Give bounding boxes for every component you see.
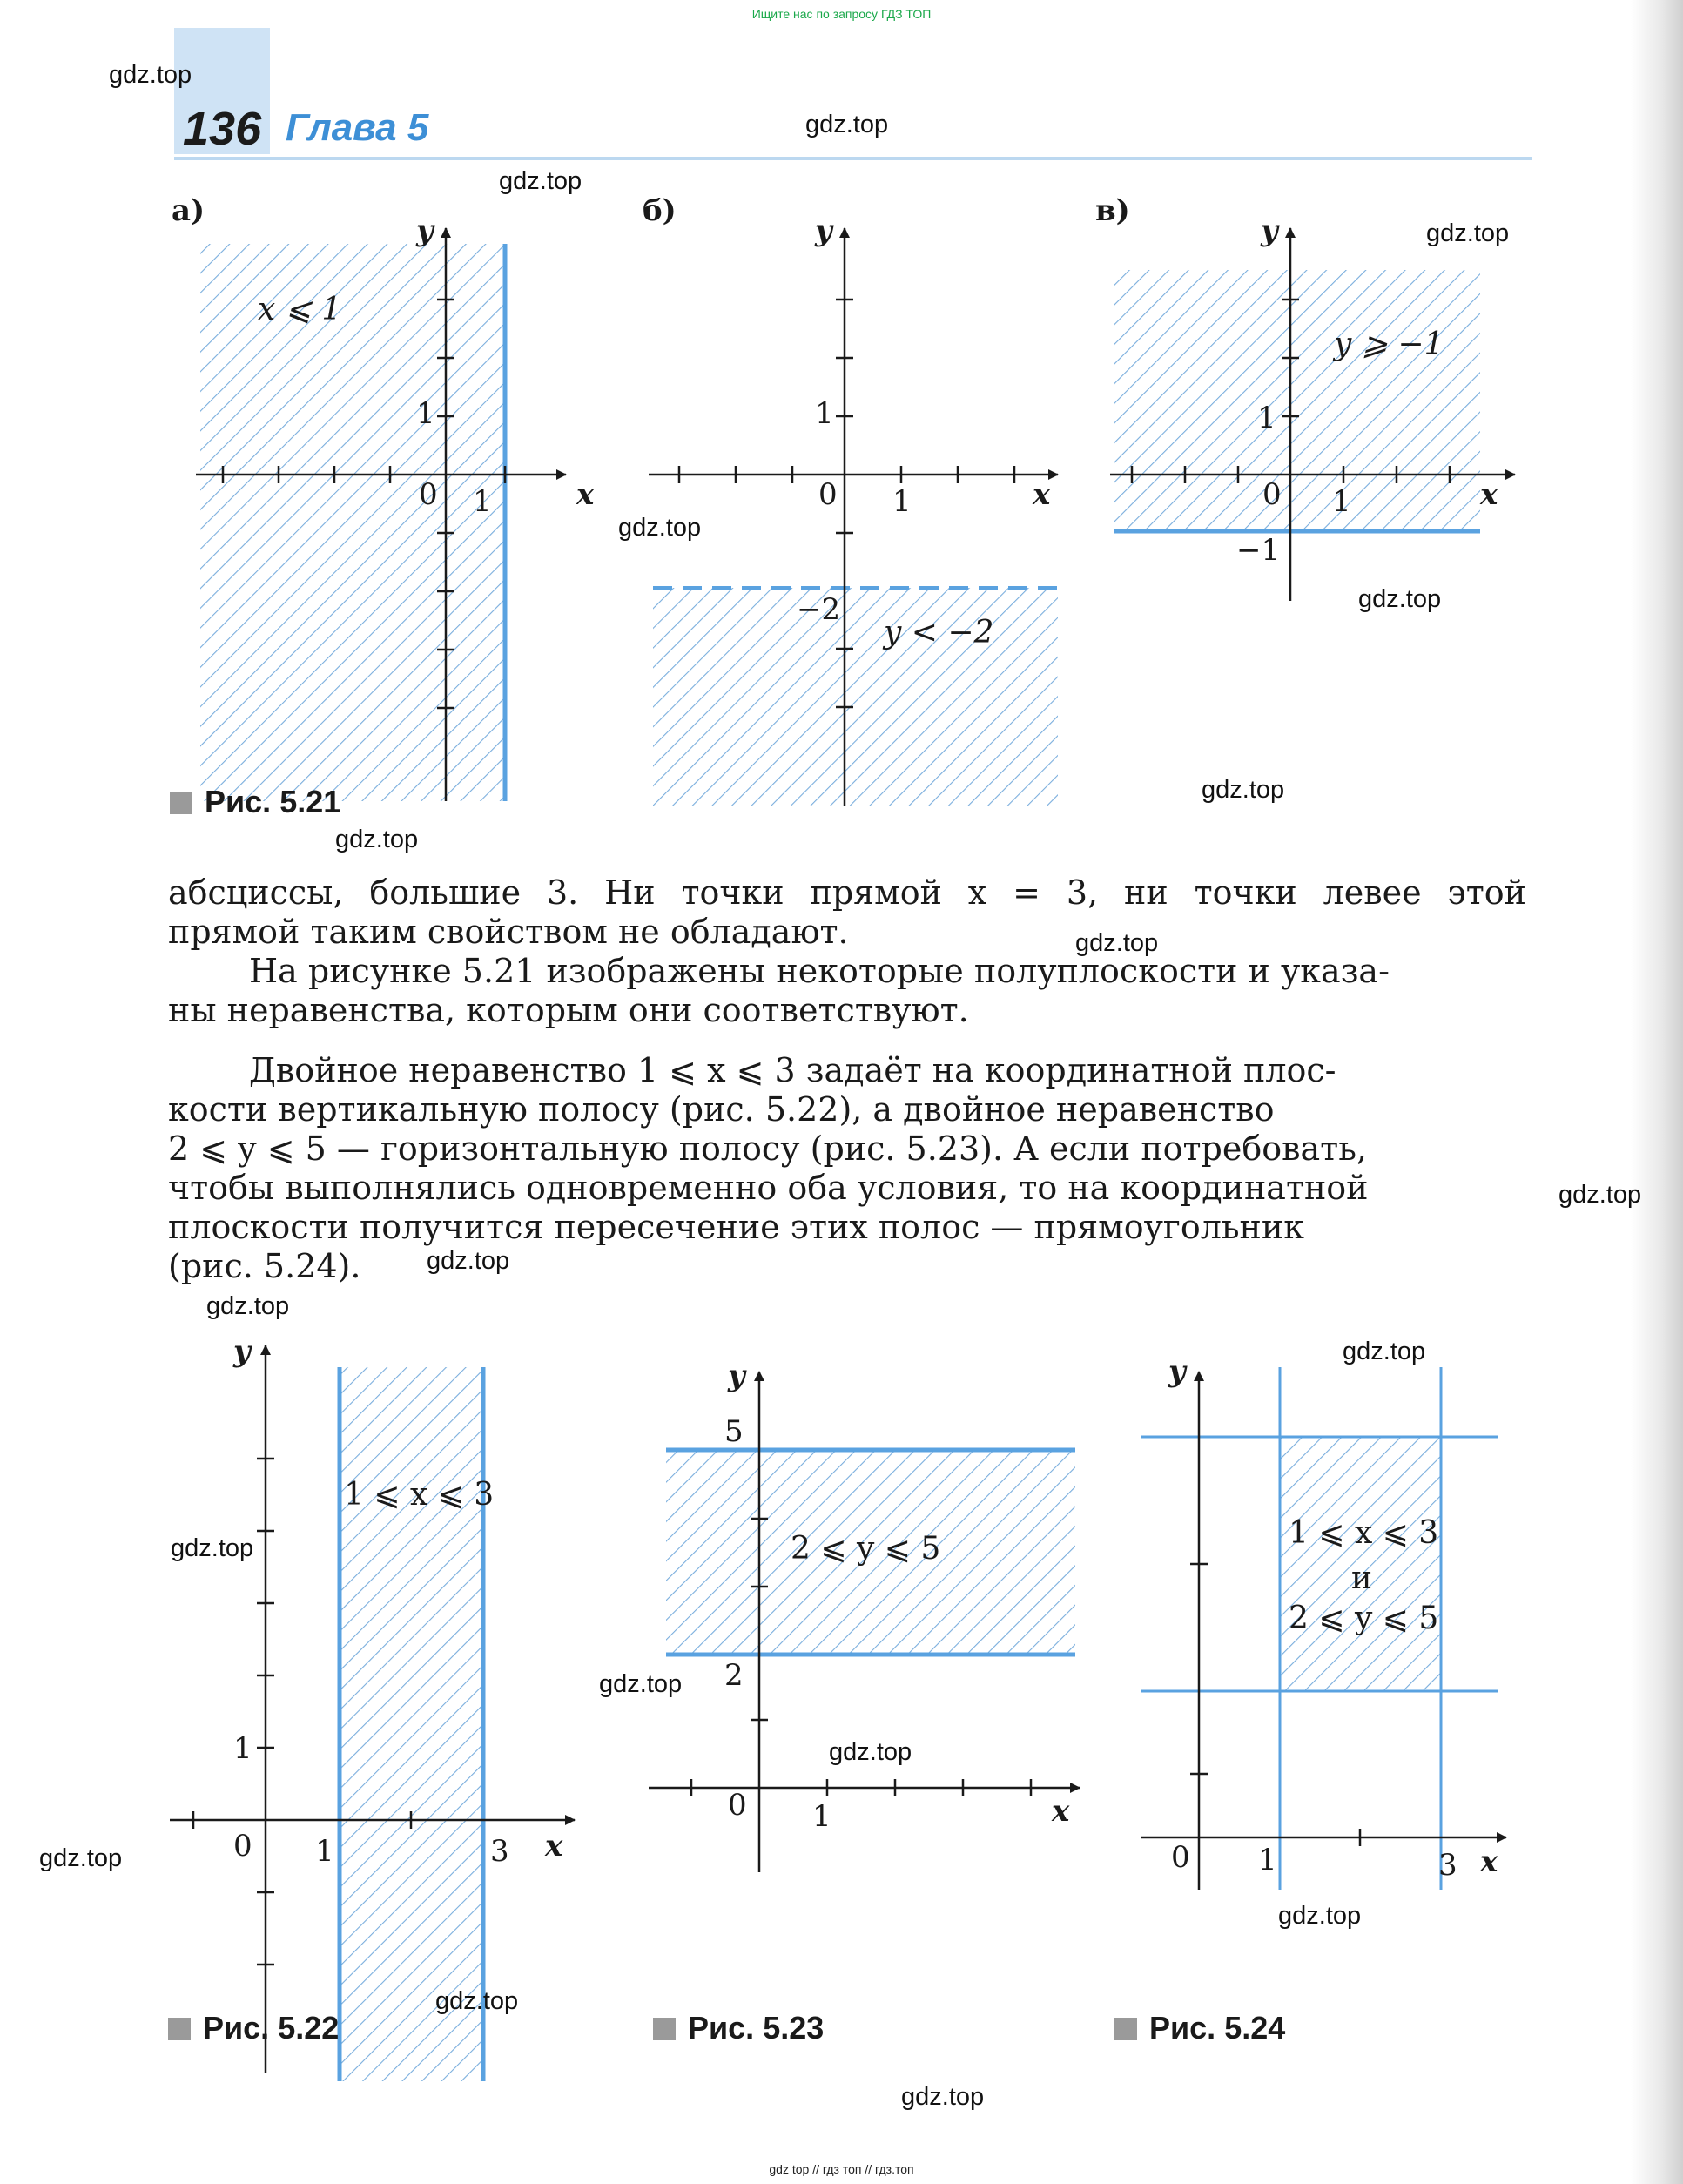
watermark: gdz.top bbox=[1343, 1338, 1426, 1365]
watermark: gdz.top bbox=[499, 167, 582, 195]
paragraph-line: Двойное неравенство 1 ⩽ x ⩽ 3 задаёт на координатной плос- bbox=[249, 1051, 1336, 1089]
watermark: gdz.top bbox=[901, 2083, 985, 2111]
tick-y1-a: 1 bbox=[416, 396, 435, 431]
page-number: 136 bbox=[183, 103, 262, 155]
watermark: gdz.top bbox=[1075, 929, 1159, 957]
paragraph-line: прямой таким свойством не обладают. bbox=[168, 913, 849, 951]
panel-label-v: в) bbox=[1095, 193, 1130, 228]
watermark: gdz.top bbox=[109, 61, 192, 89]
tick-x1-5-23: 1 bbox=[812, 1799, 831, 1834]
top-note: Ищите нас по запросу ГДЗ ТОП bbox=[751, 7, 932, 21]
watermark: gdz.top bbox=[39, 1844, 123, 1872]
watermark: gdz.top bbox=[171, 1534, 254, 1562]
watermark: gdz.top bbox=[206, 1292, 290, 1320]
tick-y1-b: 1 bbox=[815, 396, 834, 431]
watermark: gdz.top bbox=[427, 1247, 510, 1275]
watermark: gdz.top bbox=[1278, 1902, 1362, 1930]
paragraph-line: ны неравенства, которым они соответствуют. bbox=[168, 991, 969, 1029]
tick-origin-5-22: 0 bbox=[233, 1829, 252, 1864]
caption-marker bbox=[653, 2018, 676, 2040]
paragraph-line: чтобы выполнялись одновременно оба условия, то на координатной bbox=[168, 1169, 1369, 1207]
tick-yneg-b: −2 bbox=[797, 592, 841, 627]
x-axis-label-v: x bbox=[1480, 477, 1498, 512]
tick-x1-b: 1 bbox=[892, 484, 912, 519]
watermark: gdz.top bbox=[1202, 776, 1285, 804]
tick-origin-a: 0 bbox=[419, 477, 438, 512]
tick-x1-5-22: 1 bbox=[315, 1834, 334, 1869]
x-axis-label-5-22: x bbox=[545, 1829, 563, 1864]
paragraph-1 bbox=[168, 873, 1526, 952]
inequality-5-24-y: 2 ⩽ y ⩽ 5 bbox=[1289, 1601, 1439, 1636]
inequality-b: y < −2 bbox=[884, 615, 994, 650]
watermark: gdz.top bbox=[1358, 585, 1442, 613]
inequality-5-22: 1 ⩽ x ⩽ 3 bbox=[344, 1477, 495, 1513]
watermark: gdz.top bbox=[618, 514, 702, 542]
y-axis-label-5-23: y bbox=[728, 1358, 745, 1393]
paragraph-3 bbox=[168, 1051, 1526, 1286]
footer-note: gdz top // гдз топ // гдз.топ bbox=[769, 2162, 914, 2176]
y-axis-label-a: y bbox=[416, 213, 434, 248]
paragraph-2 bbox=[168, 952, 1526, 1030]
panel-label-b: б) bbox=[643, 193, 677, 228]
y-axis-label-b: y bbox=[815, 213, 832, 248]
tick-origin-5-24: 0 bbox=[1171, 1840, 1190, 1875]
paragraph-line: кости вертикальную полосу (рис. 5.22), а двойное неравенство bbox=[168, 1090, 1275, 1129]
watermark: gdz.top bbox=[1426, 219, 1510, 247]
paragraph-line: На рисунке 5.21 изображены некоторые полуплоскости и указа- bbox=[249, 952, 1390, 990]
inequality-5-23: 2 ⩽ y ⩽ 5 bbox=[791, 1531, 941, 1567]
tick-origin-b: 0 bbox=[818, 477, 838, 512]
y-axis-label-5-24: y bbox=[1168, 1354, 1186, 1389]
tick-y1-5-22: 1 bbox=[233, 1731, 252, 1766]
watermark: gdz.top bbox=[805, 111, 889, 138]
inequality-5-24-x: 1 ⩽ x ⩽ 3 bbox=[1289, 1515, 1439, 1551]
watermark: gdz.top bbox=[435, 1987, 519, 2015]
inequality-a: x ⩽ 1 bbox=[258, 292, 342, 327]
paragraph-line: плоскости получится пересечение этих полос — прямоугольник bbox=[168, 1208, 1304, 1246]
caption-marker bbox=[170, 792, 192, 814]
inequality-v: y ⩾ −1 bbox=[1334, 327, 1444, 362]
watermark: gdz.top bbox=[599, 1670, 683, 1698]
tick-origin-5-23: 0 bbox=[728, 1788, 747, 1823]
chapter-title: Глава 5 bbox=[286, 106, 429, 149]
region-5-22 bbox=[340, 1367, 483, 2081]
tick-x1-a: 1 bbox=[473, 484, 492, 519]
region-b bbox=[653, 588, 1058, 806]
paragraph-line: 2 ⩽ y ⩽ 5 — горизонтальную полосу (рис. 5.23). А если потребовать, bbox=[168, 1129, 1367, 1168]
caption-5-22: Рис. 5.22 bbox=[168, 2010, 339, 2046]
tick-x3-5-22: 3 bbox=[490, 1834, 509, 1869]
tick-origin-v: 0 bbox=[1262, 477, 1282, 512]
x-axis-label-a: x bbox=[576, 477, 595, 512]
inequality-5-24-and: и bbox=[1351, 1560, 1372, 1596]
tick-yneg-v: −1 bbox=[1236, 533, 1281, 568]
caption-5-21: Рис. 5.21 bbox=[170, 784, 340, 820]
tick-y5-5-23: 5 bbox=[724, 1414, 744, 1449]
x-axis-label-b: x bbox=[1033, 477, 1051, 512]
x-axis-label-5-24: x bbox=[1480, 1844, 1498, 1879]
y-axis-label-5-22: y bbox=[233, 1334, 251, 1369]
watermark: gdz.top bbox=[335, 826, 419, 853]
watermark: gdz.top bbox=[829, 1738, 912, 1766]
paragraph-line: (рис. 5.24). bbox=[168, 1247, 361, 1285]
tick-x3-5-24: 3 bbox=[1438, 1848, 1457, 1883]
caption-5-23: Рис. 5.23 bbox=[653, 2010, 824, 2046]
caption-marker bbox=[168, 2018, 191, 2040]
region-v bbox=[1114, 270, 1480, 531]
region-a bbox=[200, 244, 505, 801]
x-axis-label-5-23: x bbox=[1052, 1794, 1070, 1829]
paragraph-line: абсциссы, большие 3. Ни точки прямой x = 3, ни точки левее этой bbox=[168, 873, 1526, 912]
tick-y1-v: 1 bbox=[1257, 401, 1276, 435]
caption-5-24: Рис. 5.24 bbox=[1114, 2010, 1285, 2046]
tick-x1-5-24: 1 bbox=[1258, 1843, 1277, 1877]
panel-label-a: а) bbox=[172, 193, 205, 228]
tick-x1-v: 1 bbox=[1332, 484, 1351, 519]
tick-y2-5-23: 2 bbox=[724, 1658, 744, 1693]
caption-marker bbox=[1114, 2018, 1137, 2040]
watermark: gdz.top bbox=[1558, 1181, 1642, 1209]
y-axis-label-v: y bbox=[1261, 213, 1278, 248]
